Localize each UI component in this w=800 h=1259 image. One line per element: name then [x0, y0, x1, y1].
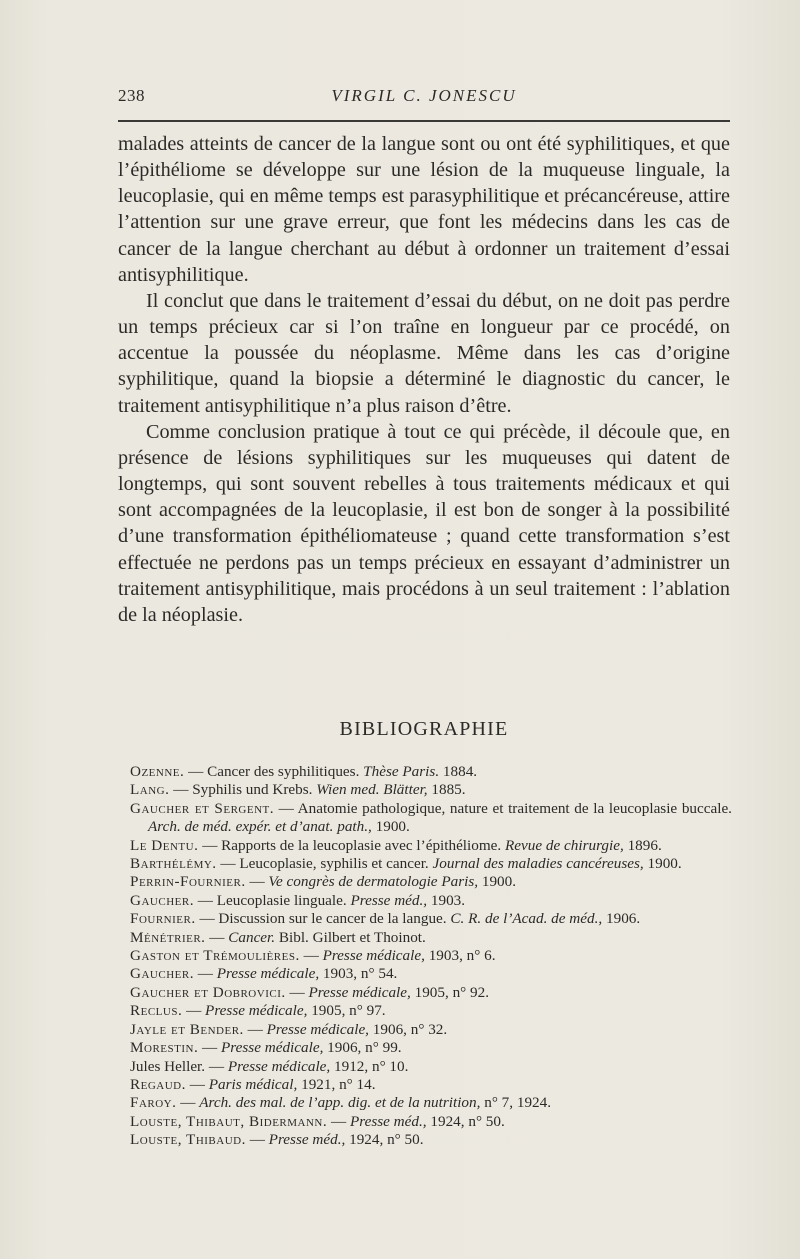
bib-author: Faroy.	[130, 1094, 177, 1112]
bib-tail: 1906, n° 32.	[368, 1020, 448, 1038]
bib-author: Fournier.	[130, 910, 196, 928]
bib-source: Arch. de méd. expér. et d’anat. path.,	[148, 818, 372, 836]
bib-tail: 1921, n° 14.	[297, 1075, 376, 1093]
bib-tail: 1912, n° 10.	[330, 1057, 409, 1075]
bib-source: Ve congrès de dermatologie Paris,	[268, 873, 479, 891]
bib-author: Lang.	[130, 781, 170, 799]
bibliography-entry	[130, 1094, 732, 1112]
page-header	[118, 86, 730, 110]
bib-tail: 1903.	[427, 891, 466, 909]
bibliography-entry	[130, 1131, 732, 1149]
paragraph: malades atteints de cancer de la langue sont ou ont été syphilitiques, et que l’épithéliome se développe sur une lésion de la muqueuse linguale, la leucoplasie, qui en même temps est parasyphilitique et précancéreuse, attire l’attention sur une grave erreur, que font les médecins dans les cas de cancer de la langue cherchant au début à ordonner un traitement d’essai antisyphilitique.	[118, 133, 730, 286]
bib-source: Thèse Paris.	[363, 763, 440, 780]
bibliography-entry	[130, 1076, 732, 1094]
bib-tail: 1903, n° 6.	[424, 947, 496, 965]
bibliography-entry	[130, 1113, 732, 1131]
bib-text: — Anatomie pathologique, nature et traitement de la leucoplasie buccale.	[274, 799, 732, 817]
bib-author: Morestin.	[130, 1039, 199, 1057]
bib-tail: 1924, n° 50.	[345, 1131, 424, 1149]
bib-text: —	[243, 1020, 267, 1038]
bibliography-entry	[130, 800, 732, 837]
bib-text: —	[198, 1039, 222, 1057]
bib-author: Gaucher.	[130, 891, 194, 909]
bib-source: Journal des maladies cancéreuses,	[432, 855, 644, 873]
bib-author: Gaston et Trémoulières.	[130, 947, 300, 965]
bib-source: Cancer.	[228, 928, 276, 946]
bib-text: —	[245, 1131, 269, 1149]
bib-tail: 1903, n° 54.	[319, 965, 398, 983]
bib-tail: 1906, n° 99.	[323, 1039, 402, 1057]
bib-source: Presse méd.,	[349, 1112, 427, 1130]
paragraph: Il conclut que dans le traitement d’essai du début, on ne doit pas perdre un temps précieux car si l’on traîne en longueur par ce procédé, on accentue la poussée du néoplasme. Même dans les cas d’origine syphilitique, quand la biopsie a déterminé le diagnostic du cancer, le traitement antisyphilitique n’a plus raison d’être.	[118, 289, 730, 417]
bib-author: Louste, Thibaud.	[130, 1131, 246, 1149]
bib-text: —	[176, 1094, 200, 1112]
bibliography-entry	[130, 1021, 732, 1039]
bib-source: C. R. de l’Acad. de méd.,	[450, 910, 603, 928]
bibliography-entry	[130, 929, 732, 947]
bib-source: Wien med. Blätter,	[316, 781, 428, 799]
bib-tail: 1905, n° 92.	[410, 983, 490, 1001]
bibliography-entry	[130, 855, 732, 873]
bib-source: Presse médicale,	[308, 983, 411, 1001]
bib-author: Ménétrier.	[130, 928, 206, 946]
bib-source: Presse médicale,	[227, 1057, 331, 1075]
bibliography-entry	[130, 763, 732, 781]
bib-tail: 1900.	[643, 855, 682, 873]
bibliography-entry	[130, 781, 732, 799]
bibliography-heading: BIBLIOGRAPHIE	[339, 718, 509, 740]
bib-source: Paris médical,	[208, 1075, 298, 1093]
bib-source: Arch. des mal. de l’app. dig. et de la nutrition,	[199, 1094, 481, 1112]
bib-tail: 1900.	[478, 873, 517, 891]
bibliography-entry	[130, 965, 732, 983]
bib-text: — Leucoplasie linguale.	[194, 891, 351, 909]
bib-author: Louste, Thibaut, Bidermann.	[130, 1112, 328, 1130]
bib-author: Regaud.	[130, 1075, 186, 1093]
bibliography-entry	[130, 837, 732, 855]
header-rule	[118, 120, 730, 122]
bib-text: —	[205, 1057, 228, 1075]
bib-source: Presse méd.,	[268, 1131, 346, 1149]
bib-author: Jayle et Bender.	[130, 1020, 244, 1038]
bib-text: —	[182, 1002, 206, 1020]
bib-source: Presse médicale,	[266, 1020, 369, 1038]
bibliography-entry	[130, 910, 732, 928]
bibliography-entry	[130, 892, 732, 910]
bib-tail: 1896.	[623, 836, 662, 854]
bib-text: —	[285, 983, 309, 1001]
bib-tail: 1884.	[439, 763, 478, 780]
bib-author: Le Dentu.	[130, 836, 199, 854]
bib-author: Gaucher et Sergent.	[130, 799, 275, 817]
bib-source: Presse méd.,	[350, 891, 428, 909]
bib-tail: n° 7, 1924.	[480, 1094, 552, 1112]
bib-text: —	[194, 965, 217, 983]
bibliography-entry	[130, 1039, 732, 1057]
bib-source: Presse médicale,	[216, 965, 320, 983]
bib-text: — Discussion sur le cancer de la langue.	[195, 910, 451, 928]
bib-tail: 1885.	[427, 781, 466, 799]
paragraph: Comme conclusion pratique à tout ce qui précède, il découle que, en présence de lésions syphilitiques sur les muqueuses qui datent de longtemps, qui sont souvent rebelles à tous traitements médicaux et qui sont accompagnées de la leucoplasie, il est bon de songer à la possibilité d’une transformation épithéliomateuse ; quand cette transformation s’est effectuée ne perdons pas un temps précieux en essayant d’administrer un traitement antisyphilitique, mais procédons à un seul traitement : l’ablation de la néoplasie.	[118, 420, 730, 626]
bib-author: Perrin-Fournier.	[130, 873, 246, 891]
bib-text: — Cancer des syphilitiques.	[184, 763, 364, 780]
bib-text: —	[327, 1112, 350, 1130]
bib-source: Presse médicale,	[205, 1002, 308, 1020]
bib-tail: 1900.	[371, 818, 410, 836]
bib-source: Presse médicale,	[221, 1039, 324, 1057]
bibliography-entry	[130, 984, 732, 1002]
bib-text: — Leucoplasie, syphilis et cancer.	[216, 855, 433, 873]
bib-text: — Rapports de la leucoplasie avec l’épithéliome.	[198, 836, 505, 854]
bib-author: Jules Heller.	[130, 1057, 206, 1075]
bibliography-entry	[130, 873, 732, 891]
bib-author: Ozenne.	[130, 763, 185, 780]
running-head: VIRGIL C. JONESCU	[331, 86, 517, 105]
body-text	[118, 131, 730, 628]
bibliography-list	[130, 763, 732, 1150]
bib-author: Gaucher et Dobrovici.	[130, 983, 286, 1001]
bib-text: —	[299, 947, 323, 965]
bib-source: Presse médicale,	[322, 947, 425, 965]
bib-author: Barthélémy.	[130, 855, 217, 873]
bib-tail: 1905, n° 97.	[307, 1002, 386, 1020]
bib-text: —	[205, 928, 229, 946]
bib-text: —	[245, 873, 269, 891]
bib-author: Reclus.	[130, 1002, 183, 1020]
bib-text: —	[185, 1075, 209, 1093]
bib-tail: 1906.	[602, 910, 641, 928]
bibliography-entry	[130, 1058, 732, 1076]
bibliography-entry	[130, 1002, 732, 1020]
bibliography-entry	[130, 947, 732, 965]
page-number: 238	[118, 86, 145, 105]
bib-tail: 1924, n° 50.	[426, 1112, 505, 1130]
bib-author: Gaucher.	[130, 965, 194, 983]
bib-source: Revue de chirurgie,	[505, 836, 624, 854]
bib-tail: Bibl. Gilbert et Thoinot.	[275, 928, 426, 946]
bib-text: — Syphilis und Krebs.	[169, 781, 317, 799]
